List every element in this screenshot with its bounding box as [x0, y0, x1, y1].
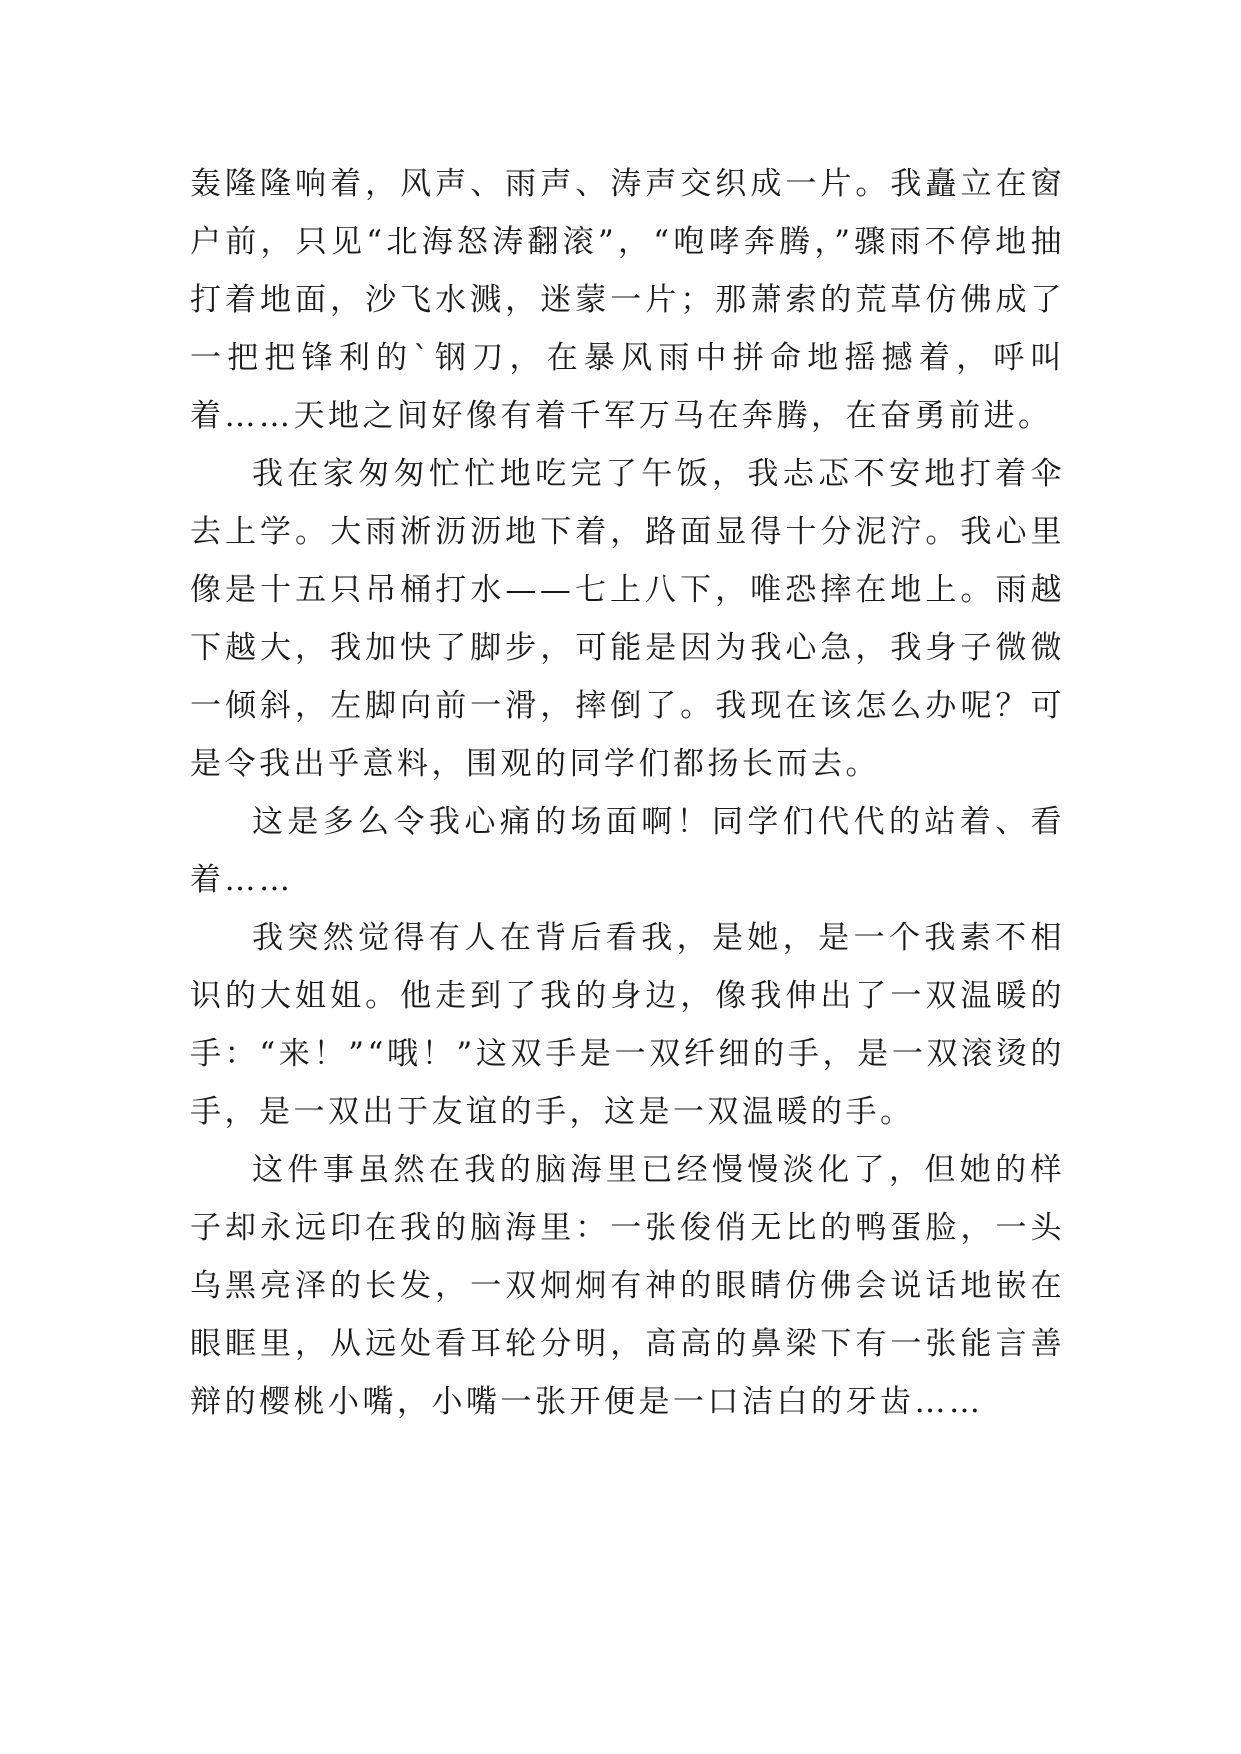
paragraph-5: 这件事虽然在我的脑海里已经慢慢淡化了，但她的样子却永远印在我的脑海里：一张俊俏无比的鸭蛋脸，一头乌黑亮泽的长发，一双炯炯有神的眼睛仿佛会说话地嵌在眼眶里，从远处看耳轮分明，高高的鼻梁下有一张能言善辩的樱桃小嘴，小嘴一张开便是一口洁白的牙齿……: [190, 1152, 1065, 1420]
paragraph-2: 我在家匆匆忙忙地吃完了午饭，我忐忑不安地打着伞去上学。大雨淅沥沥地下着，路面显得十分泥泞。我心里像是十五只吊桶打水——七上八下，唯恐摔在地上。雨越下越大，我加快了脚步，可能是因为我心急，我身子微微一倾斜，左脚向前一滑，摔倒了。我现在该怎么办呢？可是令我出乎意料，围观的同学们都扬长而去。: [190, 456, 1065, 782]
paragraph-1: 轰隆隆响着，风声、雨声、涛声交织成一片。我矗立在窗户前，只见“北海怒涛翻滚”，“咆哮奔腾，”骤雨不停地抽打着地面，沙飞水溅，迷蒙一片；那萧索的荒草仿佛成了一把把锋利的`钢刀，在暴风雨中拼命地摇撼着，呼叫着……天地之间好像有着千军万马在奔腾，在奋勇前进。: [190, 166, 1065, 434]
paragraph-3: 这是多么令我心痛的场面啊！同学们代代的站着、看着……: [190, 804, 1065, 898]
paragraph-4: 我突然觉得有人在背后看我，是她，是一个我素不相识的大姐姐。他走到了我的身边，像我伸出了一双温暖的手：“来！”“哦！”这双手是一双纤细的手，是一双滚烫的手，是一双出于友谊的手，这是一双温暖的手。: [190, 920, 1065, 1130]
document-body: [190, 155, 1065, 1431]
